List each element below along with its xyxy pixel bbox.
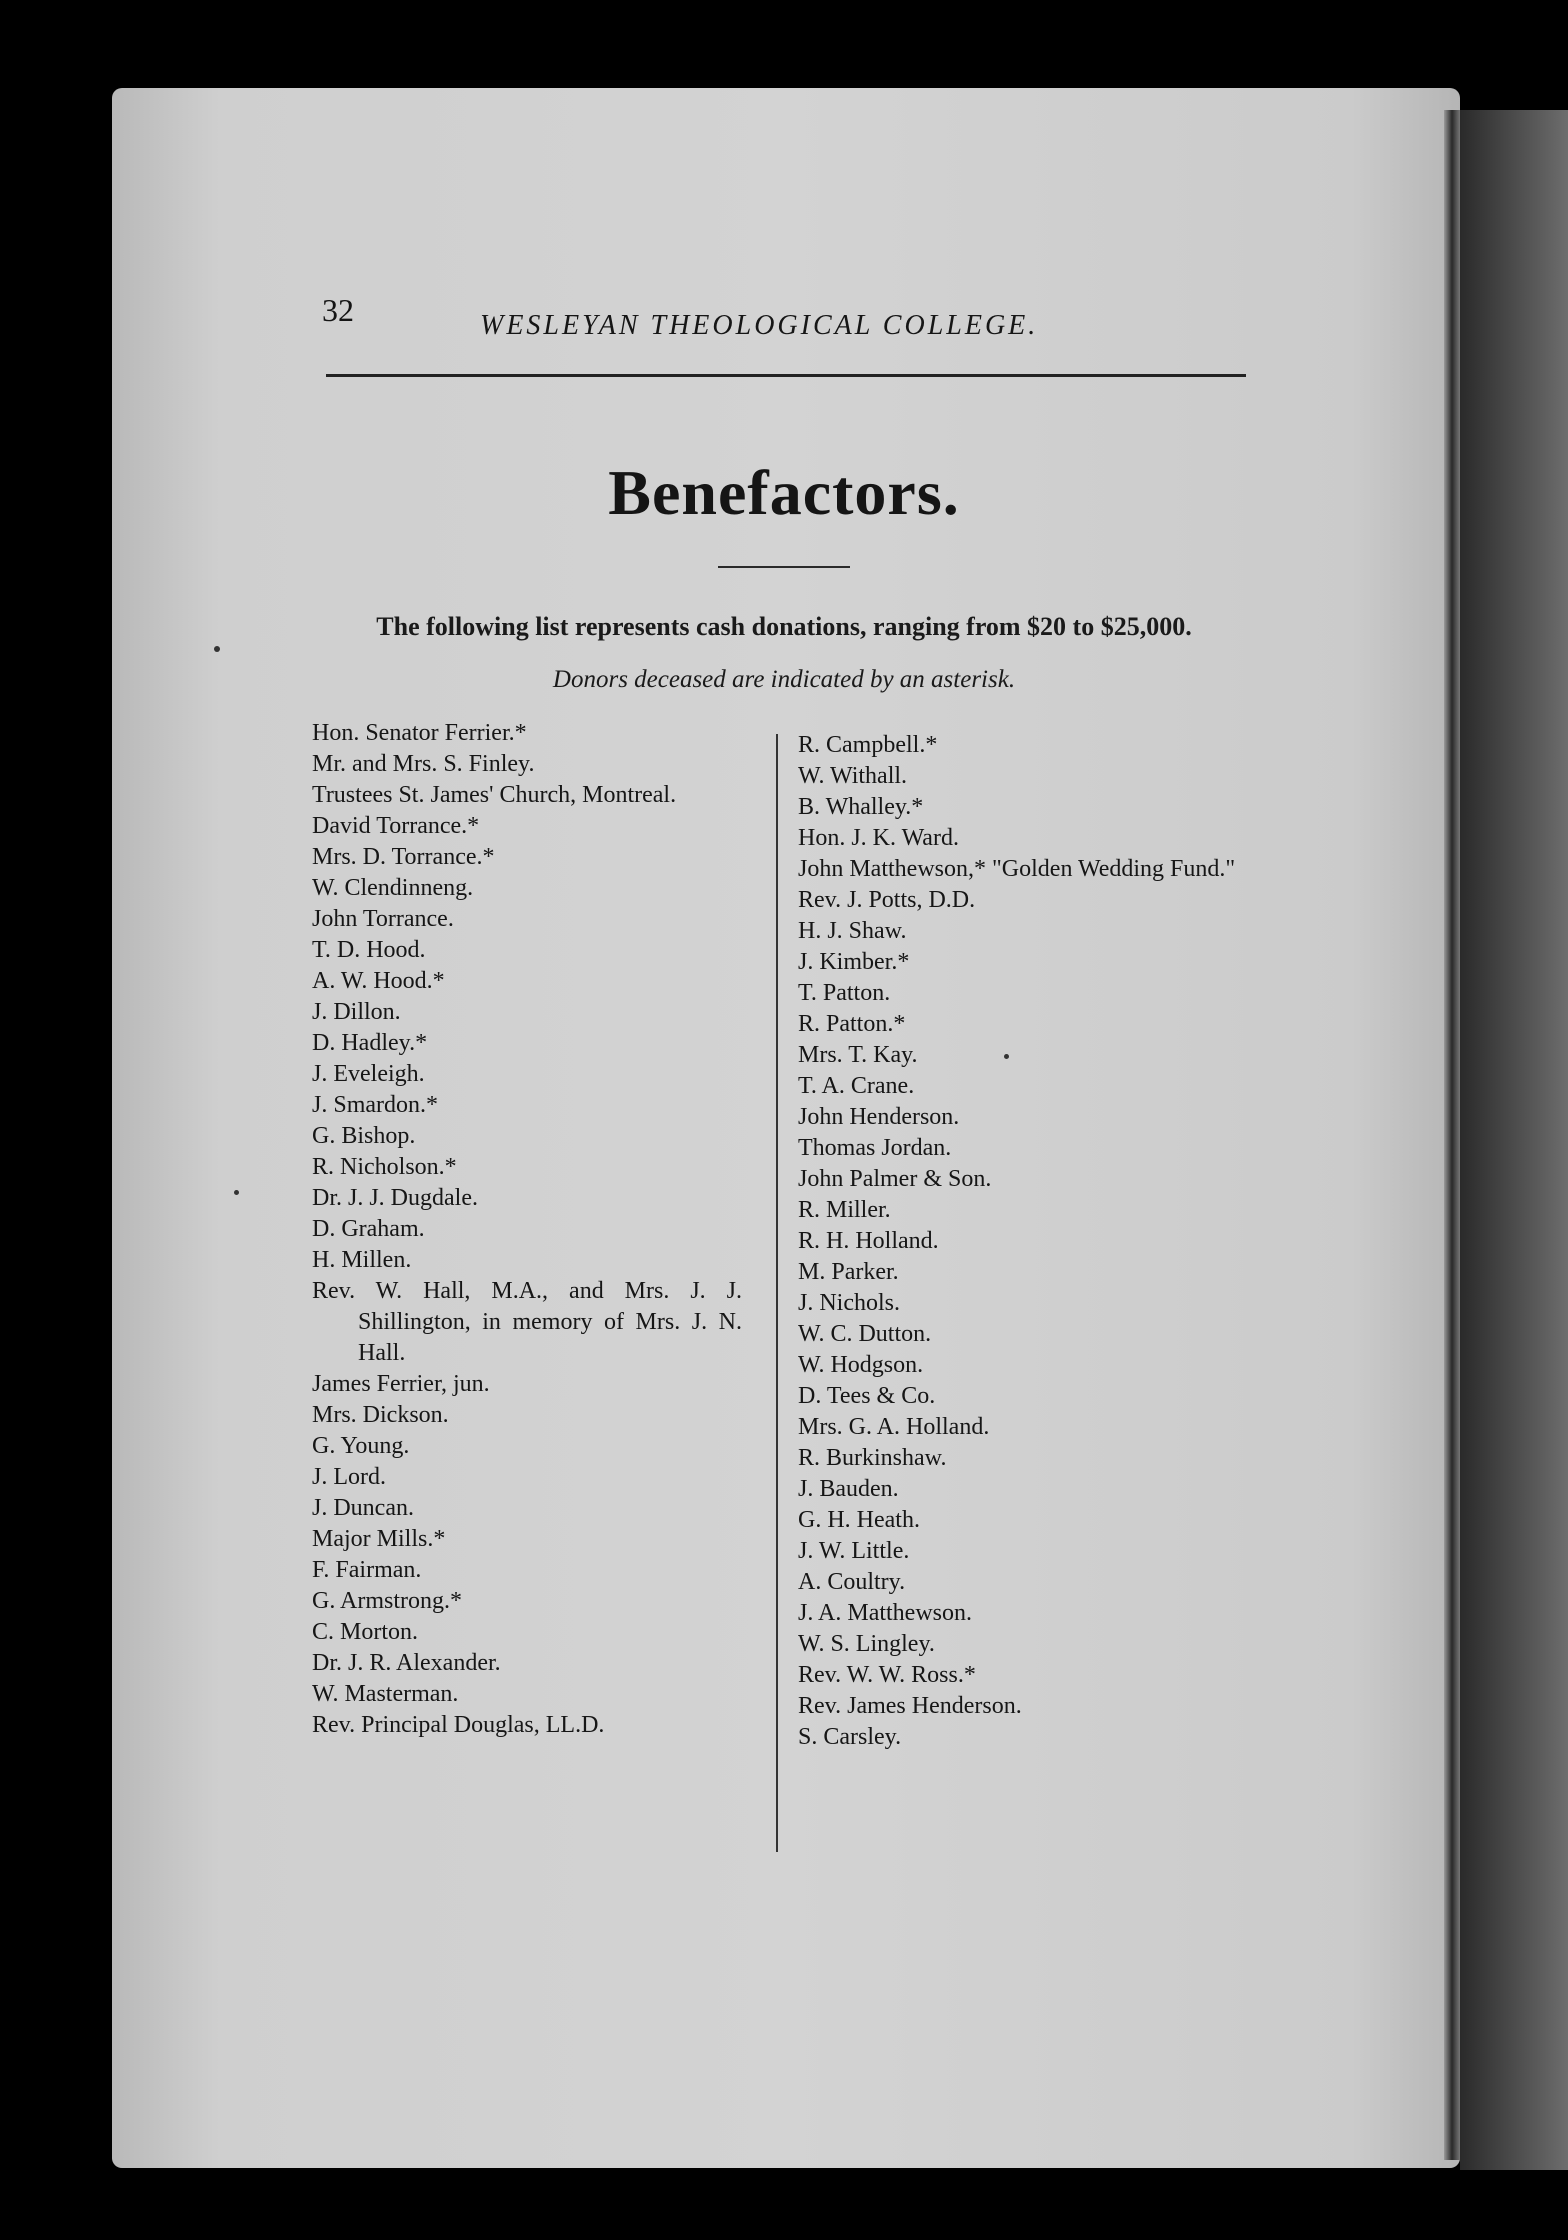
benefactor-entry: C. Morton. [312,1619,419,1645]
benefactor-entry: Thomas Jordan. [798,1135,952,1161]
facing-page-edge [1460,110,1568,2170]
benefactor-entry: R. Nicholson.* [312,1154,457,1180]
benefactor-entry: W. Clendinneng. [312,875,474,901]
benefactor-entry: James Ferrier, jun. [312,1371,490,1397]
benefactor-entry: R. Campbell.* [798,732,938,758]
benefactor-entry: John Henderson. [798,1104,960,1130]
benefactor-entry: W. Withall. [798,763,908,789]
benefactor-entry: J. W. Little. [798,1538,910,1564]
benefactor-entry: David Torrance.* [312,813,480,839]
benefactor-entry: Rev. Principal Douglas, LL.D. [312,1712,605,1738]
intro-text: The following list represents cash donations, ranging from $20 to $25,000. [376,612,1192,641]
benefactor-entry: Mrs. D. Torrance.* [312,844,495,870]
benefactor-entry: B. Whalley.* [798,794,924,820]
benefactor-entry: Mrs. T. Kay. [798,1042,918,1068]
benefactor-entry: A. Coultry. [798,1569,906,1595]
page-title: Benefactors. [608,457,960,528]
benefactors-right-column [798,730,1250,1753]
benefactor-entry: R. H. Holland. [798,1228,939,1254]
benefactor-entry: Major Mills.* [312,1526,446,1552]
benefactor-entry: R. Patton.* [798,1011,906,1037]
header-rule [326,374,1246,377]
benefactor-entry: D. Graham. [312,1216,425,1242]
benefactor-entry: S. Carsley. [798,1724,902,1750]
benefactor-entry: J. Eveleigh. [312,1061,425,1087]
benefactor-entry: D. Tees & Co. [798,1383,936,1409]
benefactor-entry: T. A. Crane. [798,1073,915,1099]
benefactor-entry: John Palmer & Son. [798,1166,992,1192]
benefactor-entry: R. Burkinshaw. [798,1445,947,1471]
benefactor-entry: F. Fairman. [312,1557,422,1583]
benefactor-entry: John Matthewson,* "Golden Wedding Fund." [798,856,1236,882]
page-number: 32 [322,292,354,328]
benefactor-entry: Mr. and Mrs. S. Finley. [312,751,535,777]
benefactor-entry: J. Smardon.* [312,1092,438,1118]
asterisk-note: Donors deceased are indicated by an asterisk. [552,666,1016,693]
benefactor-entry: Rev. J. Potts, D.D. [798,887,976,913]
benefactor-entry: D. Hadley.* [312,1030,428,1056]
benefactor-entry: M. Parker. [798,1259,899,1285]
column-divider [776,734,778,1852]
running-title: WESLEYAN THEOLOGICAL COLLEGE. [480,310,1039,341]
benefactor-entry: J. Nichols. [798,1290,900,1316]
benefactor-entry: Dr. J. R. Alexander. [312,1650,501,1676]
benefactor-entry: Mrs. Dickson. [312,1402,449,1428]
benefactor-entry: J. Duncan. [312,1495,414,1521]
scan-speck [234,1190,239,1195]
benefactor-entry: G. H. Heath. [798,1507,920,1533]
scan-speck [214,646,220,652]
benefactor-entry: H. J. Shaw. [798,918,907,944]
benefactor-entry: G. Young. [312,1433,410,1459]
benefactor-entry: A. W. Hood.* [312,968,445,994]
benefactor-entry: T. Patton. [798,980,891,1006]
benefactor-entry: G. Bishop. [312,1123,416,1149]
benefactor-entry: J. Bauden. [798,1476,899,1502]
benefactor-entry: J. A. Matthewson. [798,1600,972,1626]
benefactor-entry: G. Armstrong.* [312,1588,462,1614]
benefactor-entry: Rev. W. Hall, M.A., and Mrs. J. J. Shillington, in memory of Mrs. J. N. Hall. [312,1278,742,1366]
benefactor-entry: W. Masterman. [312,1681,459,1707]
benefactor-entry: Trustees St. James' Church, Montreal. [312,782,677,808]
benefactor-entry: Hon. J. K. Ward. [798,825,959,851]
benefactor-entry: J. Lord. [312,1464,386,1490]
page-header [322,292,1242,342]
benefactors-left-column [312,718,742,1741]
page-fold [1444,110,1460,2160]
benefactor-entry: J. Dillon. [312,999,401,1025]
benefactor-entry: R. Miller. [798,1197,891,1223]
benefactor-entry: Hon. Senator Ferrier.* [312,720,527,746]
benefactor-entry: J. Kimber.* [798,949,910,975]
benefactor-entry: John Torrance. [312,906,454,932]
benefactor-entry: T. D. Hood. [312,937,426,963]
benefactor-entry: Mrs. G. A. Holland. [798,1414,990,1440]
benefactor-entry: W. C. Dutton. [798,1321,932,1347]
benefactor-entry: Rev. W. W. Ross.* [798,1662,976,1688]
benefactor-entry: H. Millen. [312,1247,412,1273]
benefactor-entry: W. S. Lingley. [798,1631,935,1657]
benefactor-entry: Dr. J. J. Dugdale. [312,1185,478,1211]
benefactor-entry: Rev. James Henderson. [798,1693,1022,1719]
benefactor-entry: W. Hodgson. [798,1352,924,1378]
title-rule [718,566,850,568]
